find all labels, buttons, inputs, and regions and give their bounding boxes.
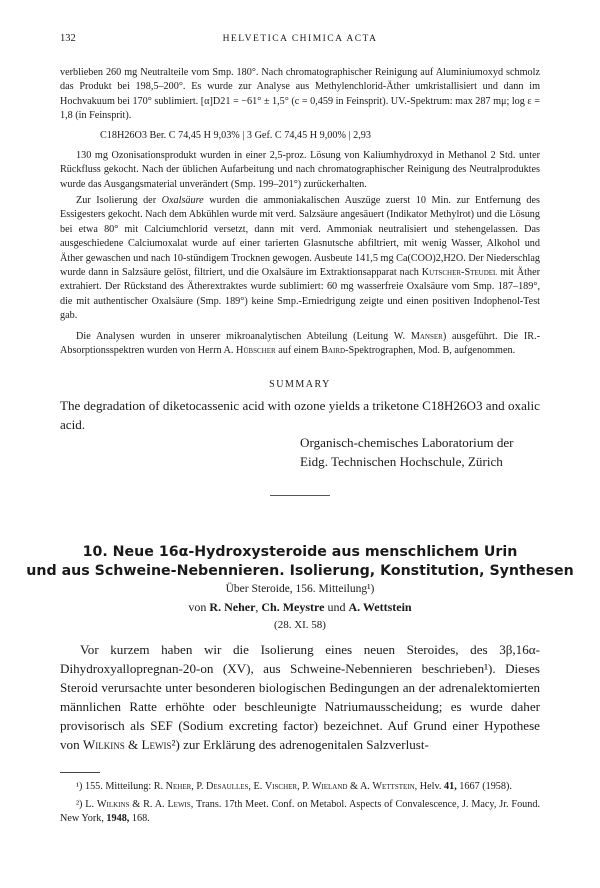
- footnote-2: ²) L. Wilkins & R. A. Lewis, Trans. 17th Meet. Conf. on Metabol. Aspects of Convalescence, J. Macy, Jr. Found. New York, 1948, 168.: [60, 798, 541, 824]
- experimental-paragraph-1: verblieben 260 mg Neutralteile vom Smp. 180°. Nach chromatographischer Reinigung auf Aluminiumoxyd schmolz das Produkt bei 198,5–200°. Es wurde zur Analyse aus Methylenchlorid-Äther umkristallisiert und dann im Hochvakuum bei 170° sublimiert. [α]D21 = −61° ± 1,5° (c = 0,459 in Feinsprit). UV.-Spektrum: max 287 mμ; log ε = 1,8 (in Feinsprit).: [60, 67, 540, 122]
- article-authors: von R. Neher, Ch. Meystre und A. Wettstein: [188, 600, 412, 614]
- oxalsaeure-term: Oxalsäure: [161, 195, 204, 206]
- article-body: Vor kurzem haben wir die Isolierung eines neuen Steroides, des 3β,16α-Dihydroxyallopregnan-20-on (XV), aus Schweine-Nebennieren beschrieben¹). Dieses Steroid verursachte unter besonderen biologischen Bedingungen an der adrenalektomierten männlichen Ratte erhöhte oder beschleunigte Natriumausscheidung; es wurde daher provisorisch als SEF (Sodium excreting factor) bezeichnet. Auf Grund einer Hypothese von Wilkins & Lewis²) zur Erklärung des adrenogenitalen Salzverlust-: [60, 642, 540, 752]
- page-number: 132: [60, 33, 76, 44]
- author-meystre: Ch. Meystre: [261, 600, 325, 614]
- affiliation: Organisch-chemisches Laboratorium der Eidg. Technischen Hochschule, Zürich: [300, 435, 514, 469]
- section-divider: [270, 495, 330, 496]
- author-wettstein: A. Wettstein: [348, 600, 412, 614]
- footnote-rule: [60, 772, 100, 773]
- elemental-analysis-formula: C18H26O3 Ber. C 74,45 H 9,03% | 3 Gef. C 74,45 H 9,00% | 2,93: [100, 130, 371, 141]
- article-title: 10. Neue 16α-Hydroxysteroide aus menschlichem Urin und aus Schweine-Nebennieren. Isolierung, Konstitution, Synthesen: [26, 544, 574, 579]
- author-name: Kutscher-Steudel: [421, 267, 498, 279]
- article-subtitle: Über Steroide, 156. Mitteilung¹): [225, 583, 375, 595]
- experimental-paragraph-2: 130 mg Ozonisationsprodukt wurden in einer 2,5-proz. Lösung von Kaliumhydroxyd in Methanol 2 Std. unter Rückfluss gekocht. Nach der üblichen Aufarbeitung und nach chromatographischer Reinigung des Neutralproduktes wurde das Ausgangsmaterial unverändert (Smp. 199–201°) zurückerhalten.: [60, 150, 540, 190]
- running-header: [60, 33, 540, 47]
- summary-text: The degradation of diketocassenic acid with ozone yields a triketone C18H26O3 and oxalic acid.: [60, 398, 540, 432]
- footnote-1: ¹) 155. Mitteilung: R. Neher, P. Desaulles, E. Vischer, P. Wieland & A. Wettstein, Helv. 41, 1667 (1958).: [76, 781, 512, 792]
- experimental-paragraph-3: Zur Isolierung der Oxalsäure wurden die ammoniakalischen Auszüge zuerst 10 Min. zur Entfernung des Essigesters gekocht. Nach dem Abkühlen wurde mit verd. Salzsäure angesäuert (Indikator Methylrot) und die Lösung bei etwa 80° mit Calciumchlorid versetzt, dann mit verd. Ammoniak neutralisiert und stehengelassen. Das ausgeschiedene Calciumoxalat wurde auf einer tarierten Glasnutsche abfiltriert, mit wenig Wasser, Alkohol und Äther gewaschen und nach 10-stündigem Trocknen gewogen. Ausbeute 141,5 mg Ca(COO)2,H2O. Der Niederschlag wurde dann in Salzsäure gelöst, filtriert, und die Oxalsäure im Extraktionsapparat nach Kutscher-Steudel mit Äther extrahiert. Der Rückstand des Ätherextraktes wurde sublimiert: 60 mg wasserfreie Oxalsäure vom Smp. 187–189°, die mit authentischer Oxalsäure (Smp. 189°) keine Smp.-Erniedrigung zeigte und einen positiven Indophenol-Test gab.: [60, 195, 541, 322]
- footnotes: [60, 780, 540, 827]
- author-neher: R. Neher: [209, 600, 256, 614]
- journal-title: HELVETICA CHIMICA ACTA: [222, 34, 378, 44]
- received-date: (28. XI. 58): [274, 619, 326, 631]
- acknowledgement-paragraph: Die Analysen wurden in unserer mikroanalytischen Abteilung (Leitung W. Manser) ausgeführt. Die IR.-Absorptionsspektren wurden von Herrn A. Hübscher auf einem Baird-Spektrographen, Mod. B, aufgenommen.: [60, 331, 540, 357]
- summary-heading: SUMMARY: [269, 379, 331, 390]
